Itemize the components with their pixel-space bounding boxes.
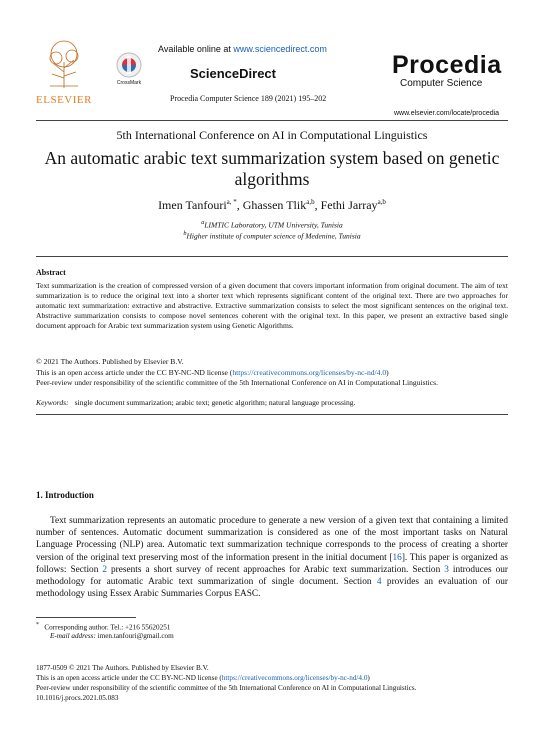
citation-link[interactable]: 16 xyxy=(392,552,402,563)
abstract-peer-review: Peer-review under responsibility of the scientific committee of the 5th International Conference on AI in Computational Linguistics. xyxy=(36,378,438,387)
affiliation-sup: b xyxy=(183,230,187,237)
author-name: Ghassen Tlik xyxy=(242,198,307,212)
intro-text-run: presents a short survey of recent approaches for Arabic text summarization. Section xyxy=(107,564,445,575)
footer-license-prefix: This is an open access article under the CC BY-NC-ND license ( xyxy=(36,674,222,682)
procedia-url[interactable]: www.elsevier.com/locate/procedia xyxy=(394,110,500,117)
available-prefix: Available online at xyxy=(158,44,234,54)
procedia-logo xyxy=(392,52,504,104)
elsevier-logo xyxy=(36,38,92,110)
footer-issn: 1877-0509 © 2021 The Authors. Published by Elsevier B.V. xyxy=(36,664,209,672)
sciencedirect-wordmark: ScienceDirect xyxy=(190,66,276,81)
available-online-line xyxy=(158,44,327,54)
sciencedirect-link[interactable]: www.sciencedirect.com xyxy=(233,44,327,54)
footnote-marker: * xyxy=(36,622,39,628)
email-address[interactable]: imen.tanfouri@gmail.com xyxy=(97,632,174,640)
section-heading-introduction: 1. Introduction xyxy=(36,490,94,500)
footnote-email xyxy=(50,632,174,640)
intro-text-run: Text summarization represents an automatic procedure to generate a new version of a given text that containing a limited number of sentences. Automatic document summarization is considered as one of the most important tasks on Natural Language Processing (NLP) area. Automatic text summarization technique corresponds to the process of creating a shorter version of the original text preserving most of the information present in the initial document [ xyxy=(36,516,508,563)
paper-title: An automatic arabic text summarization system based on genetic algorithms xyxy=(44,148,500,189)
keywords-line xyxy=(36,398,356,407)
abstract-body: Text summarization is the creation of compressed version of a given document that covers important information from original document. The aim of text summarization is to reduce the original text into a shorter text which represents significant content of the original text. There are two approaches for automatic text summarization: extractive and abstractive. Extractive summarization consists to select the most significant sentences on the original text. Abstractive summarization consists to compose novel sentences coherent with the original text. In this paper, we present an extractive based single document approach for Arabic text summarization system using Genetic Algorithms. xyxy=(36,281,508,330)
elsevier-wordmark: ELSEVIER xyxy=(36,94,92,106)
author-sup: a, * xyxy=(226,198,237,206)
keywords-text: single document summarization; arabic text; genetic algorithm; natural language processing. xyxy=(74,398,356,407)
author-sup: a,b xyxy=(306,198,315,206)
introduction-body xyxy=(36,515,508,600)
footnote-divider xyxy=(36,617,136,618)
license-prefix: This is an open access article under the CC BY-NC-ND license ( xyxy=(36,368,233,377)
author-list: Imen Tanfouri$^{a, *}$, Ghassen Tlik$^{a,b}$, Fethi Jarray$^{a,b}$ xyxy=(158,198,386,212)
section-4-link[interactable]: 4 xyxy=(376,577,382,588)
section-2-link[interactable]: 2 xyxy=(102,564,108,575)
license-link[interactable]: https://creativecommons.org/licenses/by-nc-nd/4.0 xyxy=(232,368,387,377)
footnote-contact xyxy=(36,622,170,631)
footer-doi[interactable]: 10.1016/j.procs.2021.05.083 xyxy=(36,694,119,702)
abstract-copyright: © 2021 The Authors. Published by Elsevier B.V. xyxy=(36,357,184,366)
elsevier-tree-icon xyxy=(44,38,84,90)
license-suffix: ) xyxy=(386,368,389,377)
affiliation-text: Higher institute of computer science of Medenine, Tunisia xyxy=(186,231,361,241)
footer-license-suffix: ) xyxy=(367,674,370,682)
affiliation-sup: a xyxy=(201,219,205,226)
intro-text-run: introduces our methodology for automatic Arabic text summarization of single document. Section xyxy=(36,564,508,588)
procedia-subtitle: Computer Science xyxy=(400,78,483,89)
header-divider xyxy=(36,120,508,121)
email-label: E-mail address: xyxy=(50,632,96,640)
affiliation-text: LIMTIC Laboratory, UTM University, Tunisia xyxy=(204,220,343,230)
footer-peer-review: Peer-review under responsibility of the scientific committee of the 5th International Conference on AI in Computational Linguistics. xyxy=(36,684,417,692)
affiliation-a xyxy=(0,219,544,230)
footnote-contact-text: Corresponding author. Tel.: +216 55620251 xyxy=(44,623,171,632)
conference-name: 5th International Conference on AI in Computational Linguistics xyxy=(116,128,428,142)
abstract-license xyxy=(36,368,508,378)
section-3-link[interactable]: 3 xyxy=(444,564,449,575)
abstract-heading: Abstract xyxy=(36,268,66,277)
footer-license-link[interactable]: https://creativecommons.org/licenses/by-nc-nd/4.0 xyxy=(221,674,368,682)
author-sup: a,b xyxy=(377,198,386,206)
author-name: Imen Tanfouri xyxy=(158,198,227,212)
journal-citation: Procedia Computer Science 189 (2021) 195–202 xyxy=(170,94,327,103)
abstract-bottom-divider xyxy=(36,414,508,415)
crossmark-badge[interactable] xyxy=(114,52,144,88)
footer-license xyxy=(36,674,508,683)
crossmark-icon xyxy=(114,52,144,80)
introduction-paragraph xyxy=(36,515,508,600)
keywords-label: Keywords: xyxy=(36,398,69,407)
procedia-title: Procedia xyxy=(392,51,502,79)
abstract-top-divider xyxy=(36,256,508,257)
affiliation-b xyxy=(0,230,544,241)
intro-text-run: provides an evaluation of our methodology using Essex Arabic Summaries Corpus EASC. xyxy=(36,577,508,600)
author-name: Fethi Jarray xyxy=(320,198,378,212)
crossmark-label: CrossMark xyxy=(116,80,142,86)
intro-text-run: ]. This paper is organized as follows: Section xyxy=(36,552,508,575)
